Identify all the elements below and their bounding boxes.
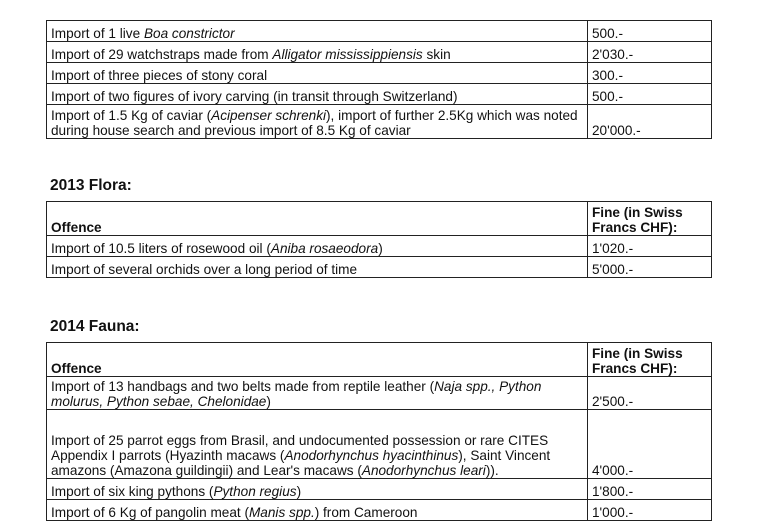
fine-cell: 20'000.- xyxy=(588,105,712,139)
table-body xyxy=(47,21,712,139)
species-name: Boa constrictor xyxy=(143,26,235,41)
section-title-2014-fauna: 2014 Fauna: xyxy=(50,318,140,335)
species-name: Python regius xyxy=(213,484,297,499)
fine-cell: 2'030.- xyxy=(588,42,712,63)
table-header-row xyxy=(47,202,712,236)
offence-cell: Import of three pieces of stony coral xyxy=(47,63,588,84)
fine-cell: 1'000.- xyxy=(588,500,712,521)
species-name: Anodorhynchus hyacinthinus xyxy=(284,448,459,463)
table-row xyxy=(47,257,712,278)
fine-cell: 500.- xyxy=(588,21,712,42)
table-row xyxy=(47,84,712,105)
offence-cell: Import of 10.5 liters of rosewood oil (Aniba rosaeodora) xyxy=(47,236,588,257)
species-name: Naja spp., Python molurus, Python sebae, Chelonidae xyxy=(51,379,542,409)
species-name: Aniba rosaeodora xyxy=(270,241,379,256)
offence-cell: Import of 1.5 Kg of caviar (Acipenser schrenki), import of further 2.5Kg which was noted during house search and previous import of 8.5 Kg of caviar xyxy=(47,105,588,139)
table-row xyxy=(47,63,712,84)
table-row xyxy=(47,479,712,500)
header-offence: Offence xyxy=(47,202,588,236)
offence-cell: Import of 1 live Boa constrictor xyxy=(47,21,588,42)
fine-cell: 1'800.- xyxy=(588,479,712,500)
fine-cell: 2'500.- xyxy=(588,377,712,410)
header-fine: Fine (in Swiss Francs CHF): xyxy=(588,202,712,236)
offence-cell: Import of 13 handbags and two belts made from reptile leather (Naja spp., Python molurus, Python sebae, Chelonidae) xyxy=(47,377,588,410)
fauna-fines-table-continued xyxy=(46,20,712,139)
species-name: Manis spp. xyxy=(248,505,315,520)
fine-cell: 500.- xyxy=(588,84,712,105)
table-row xyxy=(47,42,712,63)
table-row xyxy=(47,236,712,257)
table-row xyxy=(47,377,712,410)
header-offence: Offence xyxy=(47,343,588,377)
fine-cell: 5'000.- xyxy=(588,257,712,278)
species-name: Acipenser schrenki xyxy=(211,108,327,123)
table-row xyxy=(47,500,712,521)
fine-cell: 4'000.- xyxy=(588,410,712,479)
offence-cell: Import of several orchids over a long period of time xyxy=(47,257,588,278)
table-row xyxy=(47,105,712,139)
offence-cell: Import of two figures of ivory carving (in transit through Switzerland) xyxy=(47,84,588,105)
table-row xyxy=(47,21,712,42)
section-title-2013-flora: 2013 Flora: xyxy=(50,177,132,194)
offence-cell: Import of six king pythons (Python regius) xyxy=(47,479,588,500)
fine-cell: 1'020.- xyxy=(588,236,712,257)
species-name: Anodorhynchus leari xyxy=(361,463,486,478)
offence-cell: Import of 6 Kg of pangolin meat (Manis spp.) from Cameroon xyxy=(47,500,588,521)
fine-cell: 300.- xyxy=(588,63,712,84)
table-body xyxy=(47,377,712,521)
flora-2013-fines-table xyxy=(46,201,712,278)
offence-cell: Import of 25 parrot eggs from Brasil, and undocumented possession or rare CITES Appendix I parrots (Hyazinth macaws (Anodorhynchus hyacinthinus), Saint Vincent amazons (Amazona guildingii) and Lear's macaws (Anodorhynchus leari)). xyxy=(47,410,588,479)
header-fine: Fine (in Swiss Francs CHF): xyxy=(588,343,712,377)
table-body xyxy=(47,236,712,278)
fauna-2014-fines-table xyxy=(46,342,712,521)
table-row xyxy=(47,410,712,479)
offence-cell: Import of 29 watchstraps made from Alligator mississippiensis skin xyxy=(47,42,588,63)
table-header-row xyxy=(47,343,712,377)
species-name: Alligator mississippiensis xyxy=(272,47,423,62)
